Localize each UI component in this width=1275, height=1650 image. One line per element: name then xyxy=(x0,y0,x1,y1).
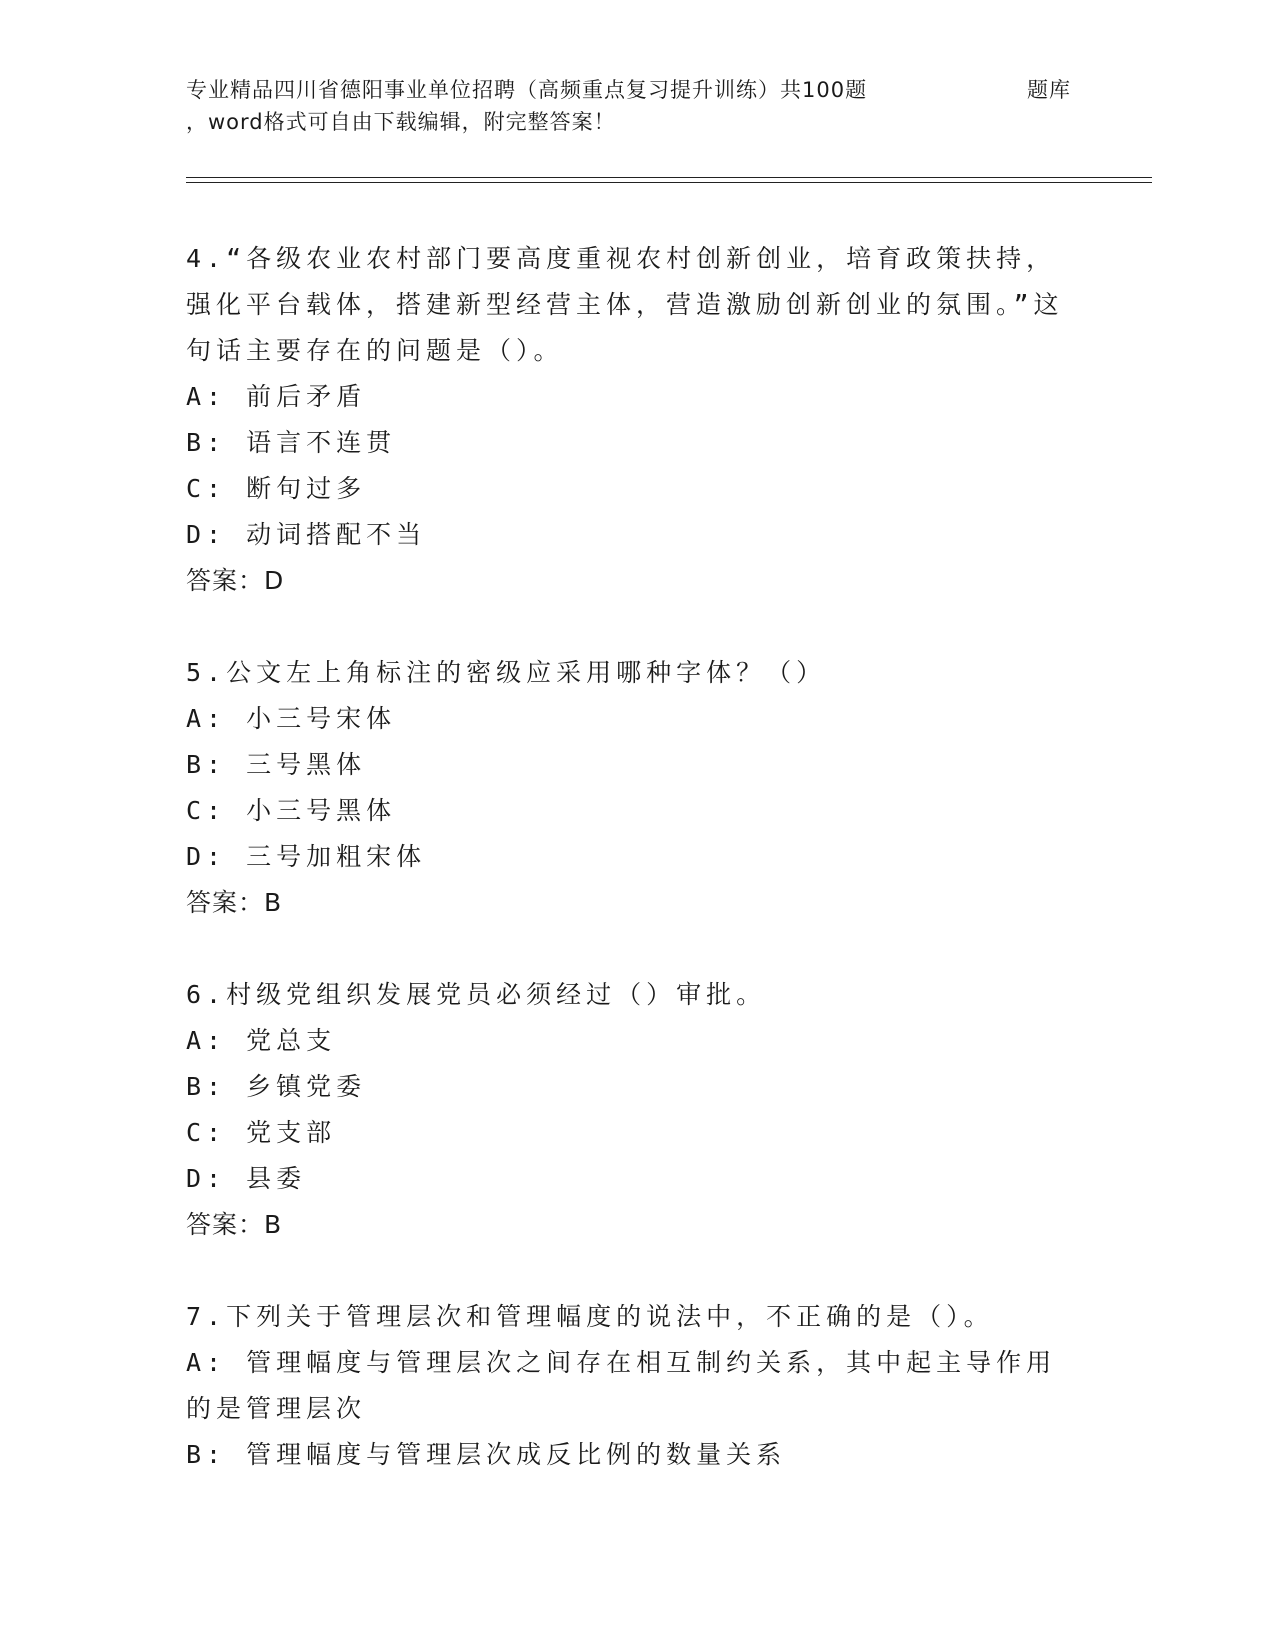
question-item xyxy=(186,1294,1086,1478)
option-a: A: 前后矛盾 xyxy=(186,382,367,411)
option-d: D: 动词搭配不当 xyxy=(186,520,427,549)
option-c: C: 小三号黑体 xyxy=(186,796,397,825)
option-b: B: 语言不连贯 xyxy=(186,428,397,457)
question-list xyxy=(186,236,1086,1524)
option-b: B: 三号黑体 xyxy=(186,750,367,779)
option-b: B: 乡镇党委 xyxy=(186,1072,367,1101)
option-c: C: 断句过多 xyxy=(186,474,367,503)
question-item xyxy=(186,236,1086,604)
option-d: D: 县委 xyxy=(186,1164,307,1193)
answer: 答案：D xyxy=(186,566,285,595)
header-title: 专业精品四川省德阳事业单位招聘（高频重点复习提升训练）共100题 xyxy=(186,78,868,102)
option-a: A: 党总支 xyxy=(186,1026,337,1055)
header-tag: 题库 xyxy=(1027,78,1071,102)
option-b: B: 管理幅度与管理层次成反比例的数量关系 xyxy=(186,1440,787,1469)
question-text: 6.村级党组织发展党员必须经过（）审批。 xyxy=(186,980,767,1009)
answer: 答案：B xyxy=(186,1210,283,1239)
option-d: D: 三号加粗宋体 xyxy=(186,842,427,871)
header-rule-top xyxy=(186,177,1152,178)
question-text: 5.公文左上角标注的密级应采用哪种字体？（） xyxy=(186,658,827,687)
question-text: 4.“各级农业农村部门要高度重视农村创新创业，培育政策扶持，强化平台载体，搭建新型经营主体，营造激励创新创业的氛围。”这句话主要存在的问题是（）。 xyxy=(186,244,1064,365)
header-line-2: ，word格式可自由下载编辑，附完整答案！ xyxy=(186,110,616,134)
option-a: A: 管理幅度与管理层次之间存在相互制约关系，其中起主导作用的是管理层次 xyxy=(186,1348,1057,1423)
header-line-1 xyxy=(186,74,1146,106)
option-c: C: 党支部 xyxy=(186,1118,337,1147)
answer: 答案：B xyxy=(186,888,283,917)
question-item xyxy=(186,650,1086,926)
question-item xyxy=(186,972,1086,1248)
header-rule-bottom xyxy=(186,182,1152,183)
option-a: A: 小三号宋体 xyxy=(186,704,397,733)
page-header xyxy=(186,74,1146,138)
question-text: 7.下列关于管理层次和管理幅度的说法中，不正确的是（）。 xyxy=(186,1302,994,1331)
